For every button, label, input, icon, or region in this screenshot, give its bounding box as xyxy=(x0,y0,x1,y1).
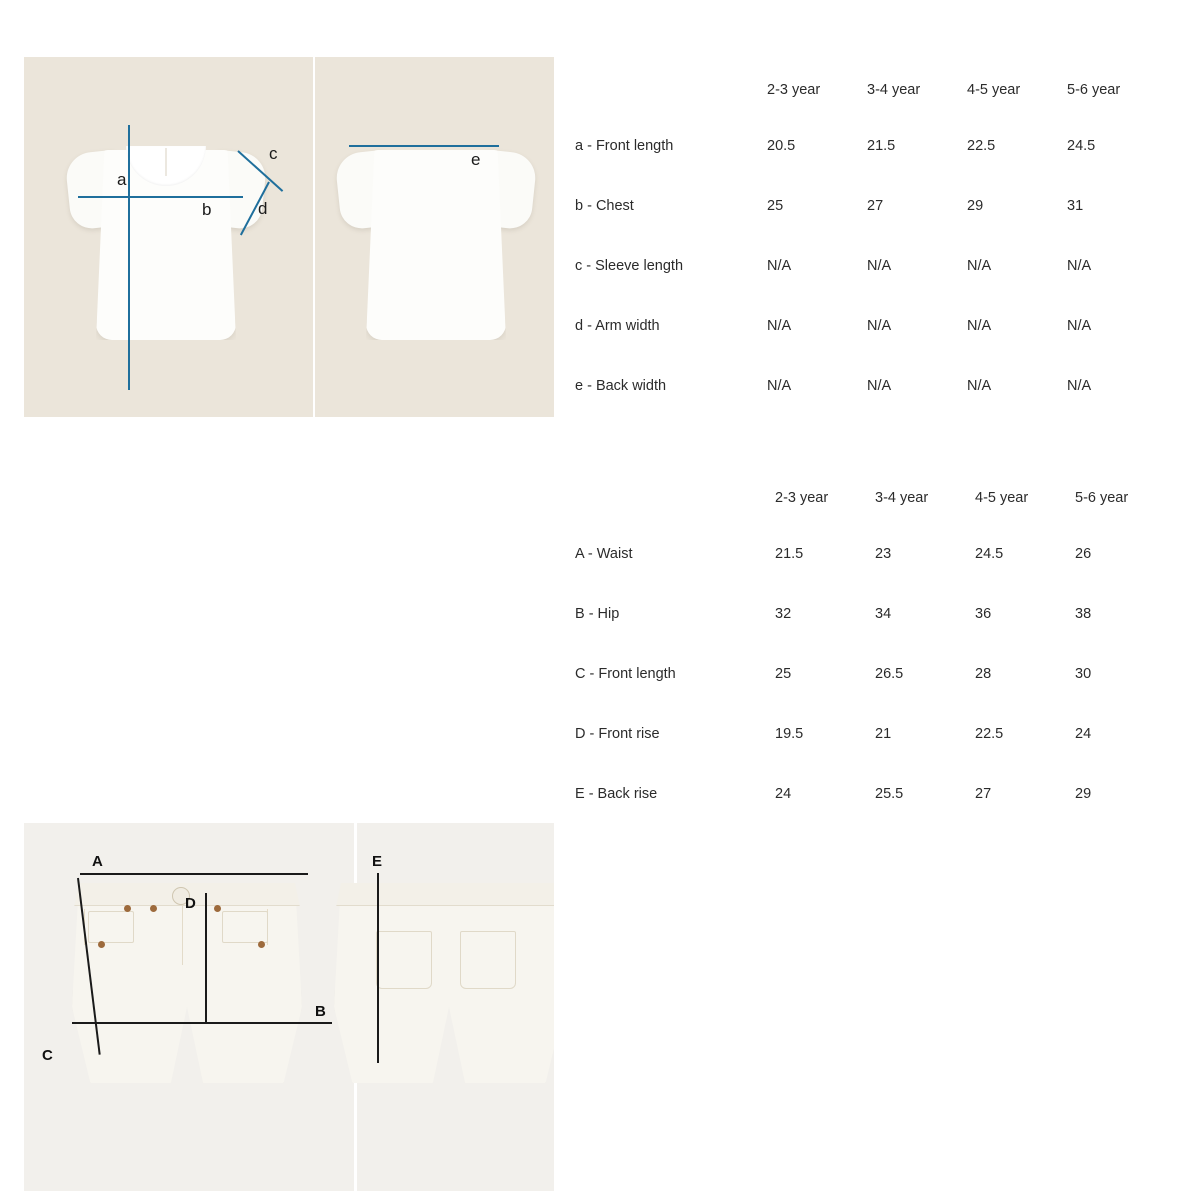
cell-value: N/A xyxy=(867,318,892,334)
measure-line-a xyxy=(128,125,130,390)
cell-value: N/A xyxy=(1067,378,1092,394)
rivet-3 xyxy=(214,905,221,912)
cell-value: 29 xyxy=(967,198,984,214)
row-label: B - Hip xyxy=(575,606,620,622)
cell-value: 26 xyxy=(1075,546,1092,562)
cell-value: N/A xyxy=(767,378,792,394)
row-label: C - Front length xyxy=(575,666,676,682)
row-label: E - Back rise xyxy=(575,786,658,802)
table-row xyxy=(575,198,1167,258)
cell-value: 25.5 xyxy=(875,786,904,802)
table-row xyxy=(575,666,1175,726)
cell-value: 27 xyxy=(975,786,992,802)
blouse-size-table xyxy=(575,82,1167,438)
cell-value: N/A xyxy=(967,258,992,274)
measure-line-b xyxy=(78,196,243,198)
cell-value: 38 xyxy=(1075,606,1092,622)
measure-line-D xyxy=(205,893,207,1023)
cell-value: N/A xyxy=(1067,318,1092,334)
neck-slit xyxy=(165,148,167,176)
shorts-size-table xyxy=(575,490,1175,846)
cell-value: 31 xyxy=(1067,198,1084,214)
measure-line-A xyxy=(80,873,308,875)
cell-value: 23 xyxy=(875,546,892,562)
cell-value: 25 xyxy=(767,198,784,214)
header-measure xyxy=(575,82,767,138)
pocket-back-right xyxy=(460,931,516,989)
row-label: D - Front rise xyxy=(575,726,660,742)
cell-value: N/A xyxy=(867,378,892,394)
header-measure xyxy=(575,490,775,546)
image-divider xyxy=(313,57,315,417)
cell-value: 20.5 xyxy=(767,138,796,154)
cell-value: 32 xyxy=(775,606,792,622)
table-header-row xyxy=(575,82,1167,138)
table-header-row xyxy=(575,490,1175,546)
row-label: e - Back width xyxy=(575,378,667,394)
blouse-body-shape-back xyxy=(366,150,506,340)
measure-line-B xyxy=(72,1022,332,1024)
cell-value: 19.5 xyxy=(775,726,804,742)
rivet-2 xyxy=(150,905,157,912)
cell-value: 22.5 xyxy=(975,726,1004,742)
fly-line xyxy=(182,905,183,965)
cell-value: N/A xyxy=(1067,258,1092,274)
header-size-2-3: 2-3 year xyxy=(775,490,829,506)
pocket-back-left xyxy=(376,931,432,989)
marker-label-B: B xyxy=(315,1003,326,1020)
cell-value: 21.5 xyxy=(775,546,804,562)
measure-line-E xyxy=(377,873,379,1063)
cell-value: 24 xyxy=(775,786,792,802)
shorts-measurement-image xyxy=(24,823,554,1191)
header-size-3-4: 3-4 year xyxy=(875,490,929,506)
marker-label-D: D xyxy=(185,895,196,912)
blouse-front-illustration xyxy=(66,112,266,342)
header-size-5-6: 5-6 year xyxy=(1067,82,1121,98)
cell-value: 29 xyxy=(1075,786,1092,802)
cell-value: 22.5 xyxy=(967,138,996,154)
table-row xyxy=(575,786,1175,846)
header-size-4-5: 4-5 year xyxy=(967,82,1021,98)
cell-value: N/A xyxy=(867,258,892,274)
cell-value: 27 xyxy=(867,198,884,214)
cell-value: 28 xyxy=(975,666,992,682)
table-row xyxy=(575,318,1167,378)
measure-line-e xyxy=(349,145,499,147)
table-row xyxy=(575,726,1175,786)
header-size-3-4: 3-4 year xyxy=(867,82,921,98)
marker-label-e: e xyxy=(471,150,481,169)
rivet-1 xyxy=(124,905,131,912)
row-label: a - Front length xyxy=(575,138,674,154)
pocket-front-left xyxy=(88,911,134,943)
cell-value: 21 xyxy=(875,726,892,742)
cell-value: 26.5 xyxy=(875,666,904,682)
table-row xyxy=(575,378,1167,438)
cell-value: 30 xyxy=(1075,666,1092,682)
pocket-front-right xyxy=(222,911,268,943)
header-size-5-6: 5-6 year xyxy=(1075,490,1129,506)
marker-label-C: C xyxy=(42,1047,53,1064)
marker-label-c: c xyxy=(269,144,278,163)
table-row xyxy=(575,546,1175,606)
cell-value: 21.5 xyxy=(867,138,896,154)
blouse-measurement-image xyxy=(24,57,554,417)
rivet-5 xyxy=(258,941,265,948)
marker-label-d: d xyxy=(258,199,268,218)
table-row xyxy=(575,138,1167,198)
cell-value: 34 xyxy=(875,606,892,622)
cell-value: N/A xyxy=(767,258,792,274)
cell-value: 25 xyxy=(775,666,792,682)
shorts-back-illustration xyxy=(324,865,554,1090)
waistband-shape-back xyxy=(334,883,554,906)
header-size-2-3: 2-3 year xyxy=(767,82,821,98)
row-label: b - Chest xyxy=(575,198,634,214)
marker-label-E: E xyxy=(372,853,383,870)
shorts-body-shape-back xyxy=(334,883,554,1083)
header-size-4-5: 4-5 year xyxy=(975,490,1029,506)
cell-value: N/A xyxy=(967,318,992,334)
marker-label-A: A xyxy=(92,853,103,870)
marker-label-a: a xyxy=(117,170,127,189)
row-label: d - Arm width xyxy=(575,318,660,334)
cell-value: 24.5 xyxy=(975,546,1004,562)
cell-value: N/A xyxy=(767,318,792,334)
row-label: A - Waist xyxy=(575,546,633,562)
table-row xyxy=(575,606,1175,666)
cell-value: 36 xyxy=(975,606,992,622)
cell-value: N/A xyxy=(967,378,992,394)
cell-value: 24 xyxy=(1075,726,1092,742)
cell-value: 24.5 xyxy=(1067,138,1096,154)
table-row xyxy=(575,258,1167,318)
rivet-4 xyxy=(98,941,105,948)
row-label: c - Sleeve length xyxy=(575,258,684,274)
marker-label-b: b xyxy=(202,200,212,219)
